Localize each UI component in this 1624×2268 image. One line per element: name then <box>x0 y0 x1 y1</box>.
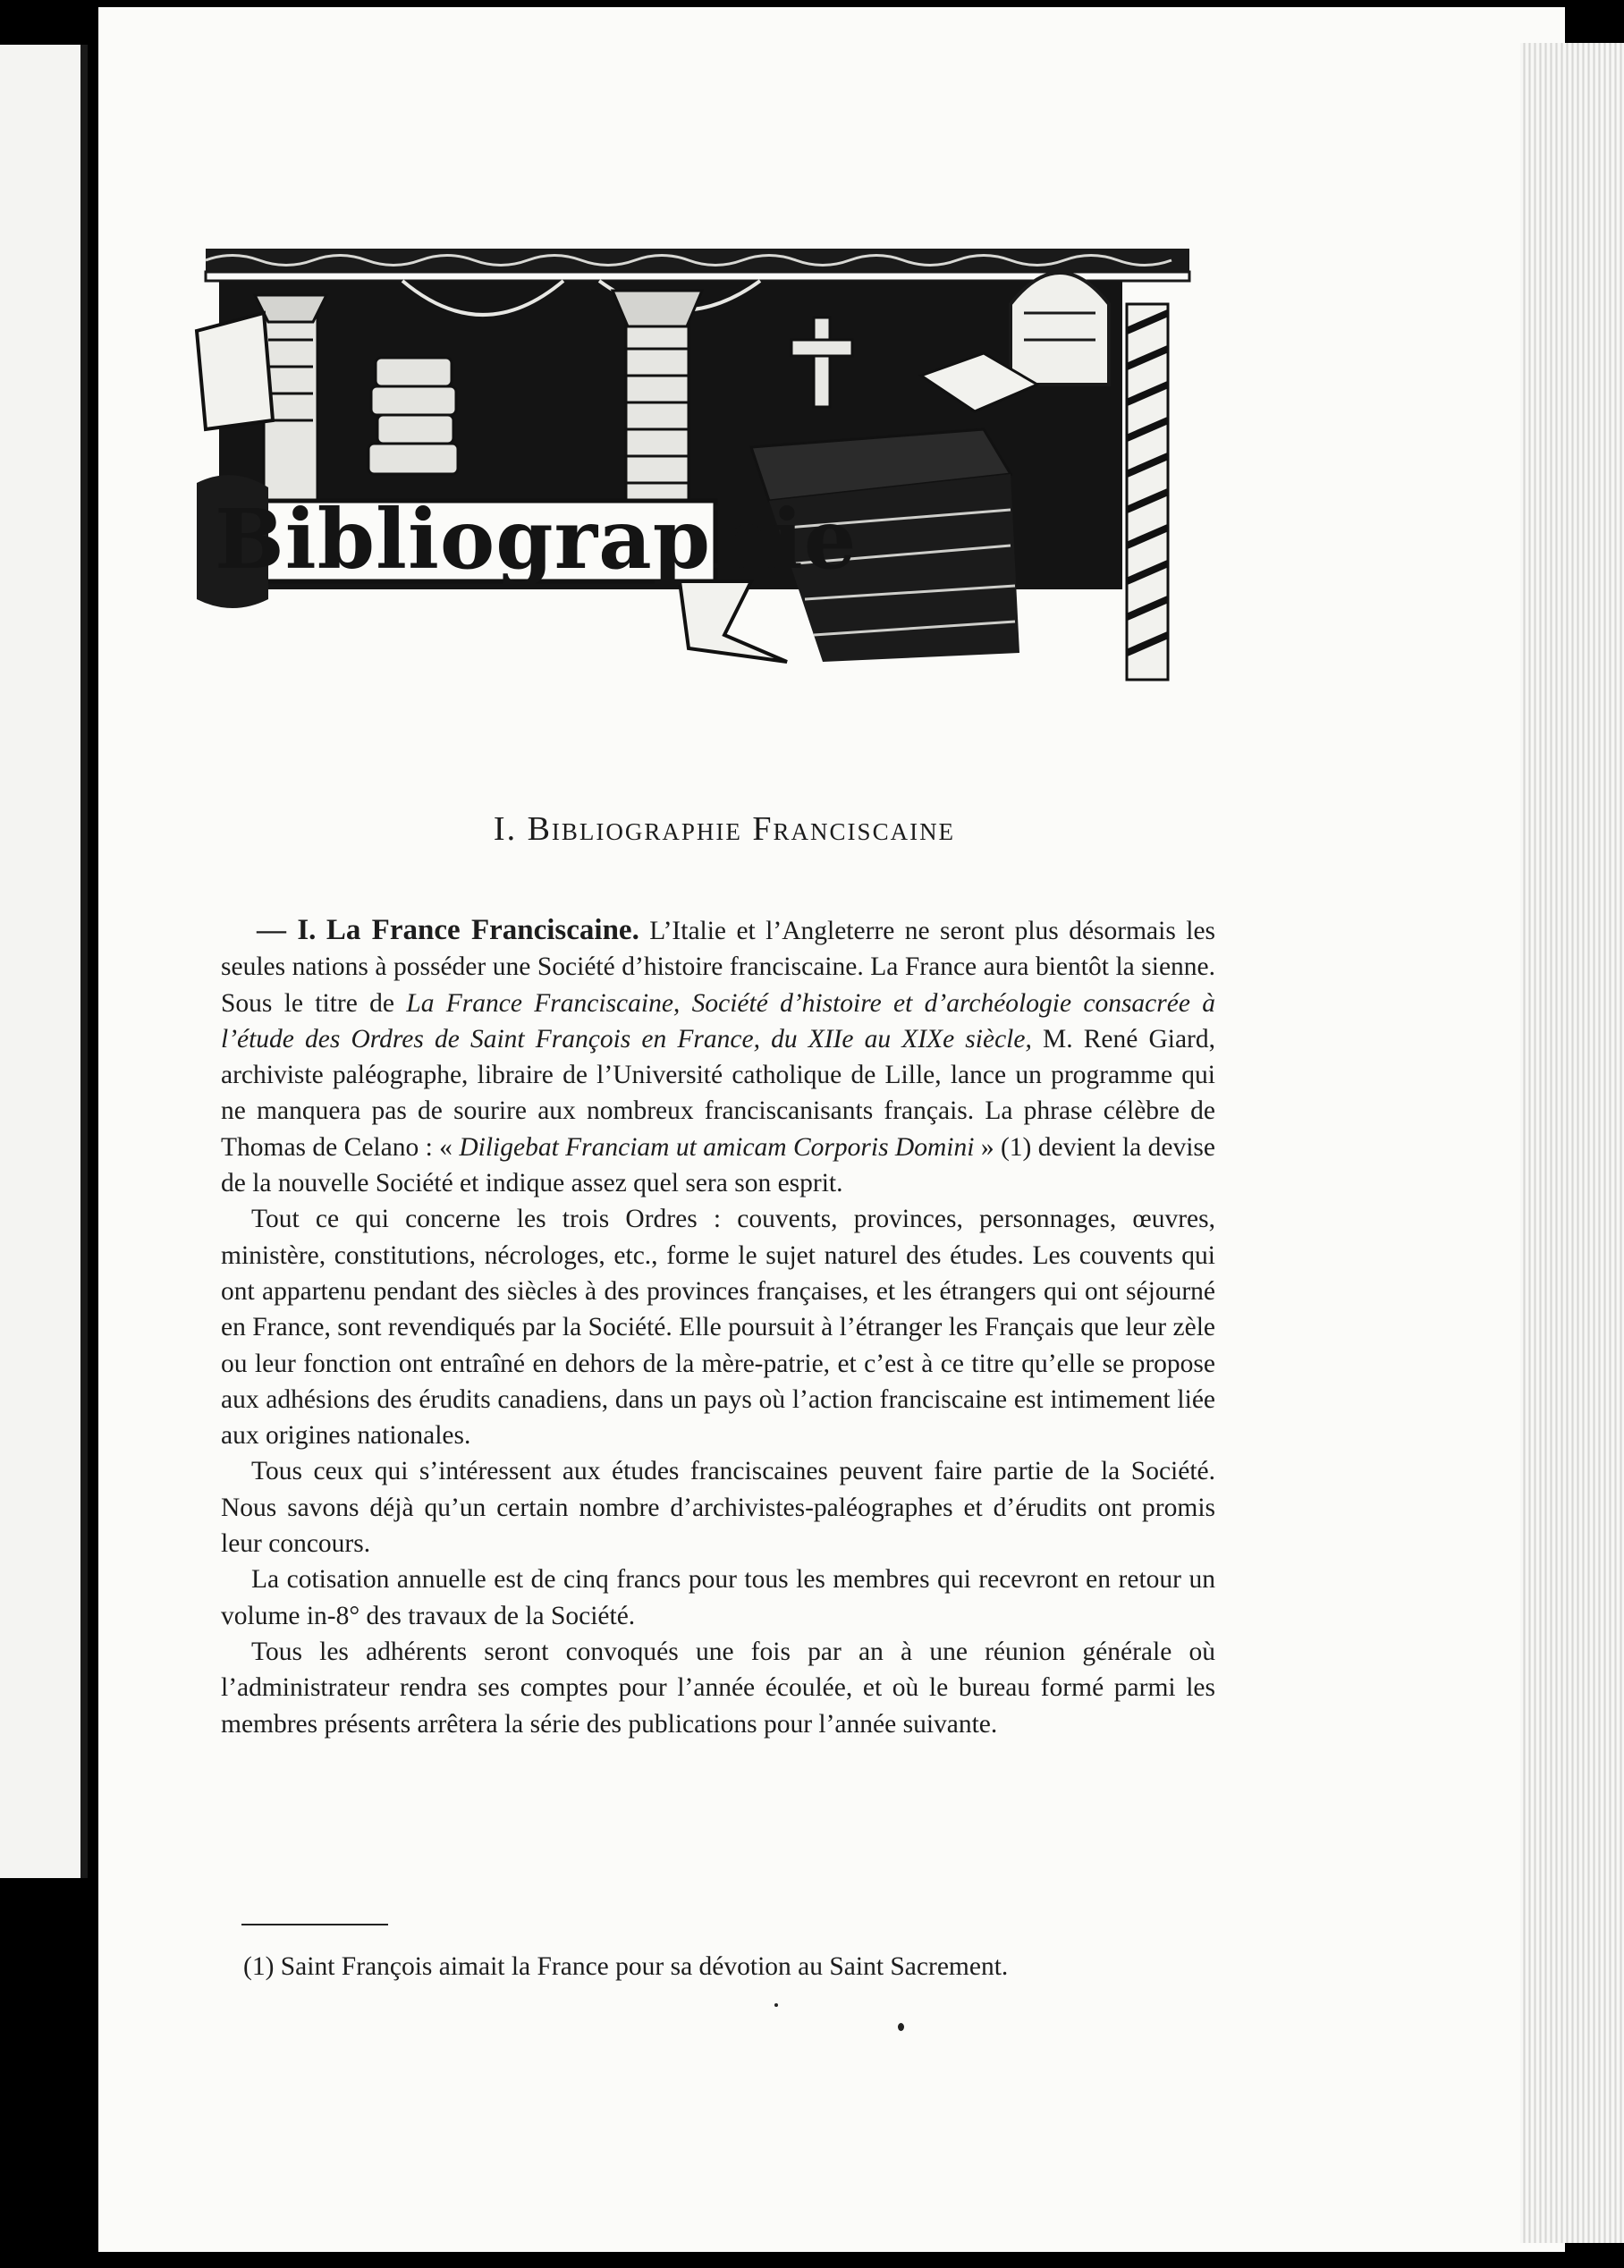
paragraph-4: La cotisation annuelle est de cinq francs pour tous les membres qui recevront en retour un volume in-8° des travaux de la Société. <box>221 1565 1215 1630</box>
footnote: (1) Saint François aimait la France pour sa dévotion au Saint Sacrement. <box>243 1952 1009 1981</box>
paragraph-1-text-c: » (1) devient la devise de la nouvelle Société et indique assez quel sera son esprit. <box>221 1132 1215 1198</box>
paragraph-1-text-b: M. René Giard, archiviste paléographe, libraire de l’Université catholique de Lille, lance un programme qui ne manquera pas de sourire aux nombreux franciscanisants français. La phrase célèbre de Thomas de Celano : « <box>221 1024 1215 1162</box>
paragraph-5: Tous les adhérents seront convoqués une fois par an à une réunion générale où l’administrateur rendra ses comptes pour l’année écoulée, et où le bureau formé parmi les membres présents arrêtera la série des publications pour l’année suivante. <box>221 1637 1215 1739</box>
print-speck <box>774 2003 778 2007</box>
entry-heading: La France Franciscaine. <box>326 914 639 946</box>
paragraph-2: Tout ce qui concerne les trois Ordres : couvents, provinces, personnages, œuvres, ministère, constitutions, nécrologes, etc., forme le sujet naturel des études. Les couvents qui ont appartenu pendant des siècles à des provinces françaises, et les étrangers qui ont séjourné en France, sont revendiqués par la Société. Elle poursuit à l’étranger les Français que leur zèle ou leur fonction ont entraîné en dehors de la mère-patrie, et c’est à ce titre qu’elle se propose aux adhésions des érudits canadiens, dans un pays où l’action franciscaine est intimement liée aux origines nationales. <box>221 1205 1215 1451</box>
section-title: I. Bibliographie Franciscaine <box>493 810 956 848</box>
celano-quote: Diligebat Franciam ut amicam Corporis Domini <box>459 1132 975 1162</box>
footnote-rule <box>241 1924 388 1925</box>
page-stack-edges <box>1520 43 1624 2243</box>
paragraph-1 <box>221 912 1215 1201</box>
paragraph-1-text-a: L’Italie et l’Angleterre ne seront plus désormais les seules nations à posséder une Société d’histoire franciscaine. La France aura bientôt la sienne. Sous le titre de <box>221 917 1216 1018</box>
bibliographie-engraved-banner <box>179 241 1234 689</box>
facing-page-edge <box>0 45 88 1878</box>
print-speck <box>898 2023 904 2031</box>
entry-number: — I. <box>257 914 317 946</box>
article-body <box>221 912 1215 1742</box>
bibliographie-lettering: Bibliographie <box>215 491 858 588</box>
paragraph-3: Tous ceux qui s’intéressent aux études franciscaines peuvent faire partie de la Société. Nous savons déjà qu’un certain nombre d’archivistes-paléographes et d’érudits ont promis leur concours. <box>221 1457 1215 1559</box>
engraving-illustration <box>179 241 1234 689</box>
publication-title: La France Franciscaine, Société d’histoire et d’archéologie consacrée à l’étude des Ordres de Saint François en France, du XIIe au XIXe siècle, <box>221 988 1215 1054</box>
